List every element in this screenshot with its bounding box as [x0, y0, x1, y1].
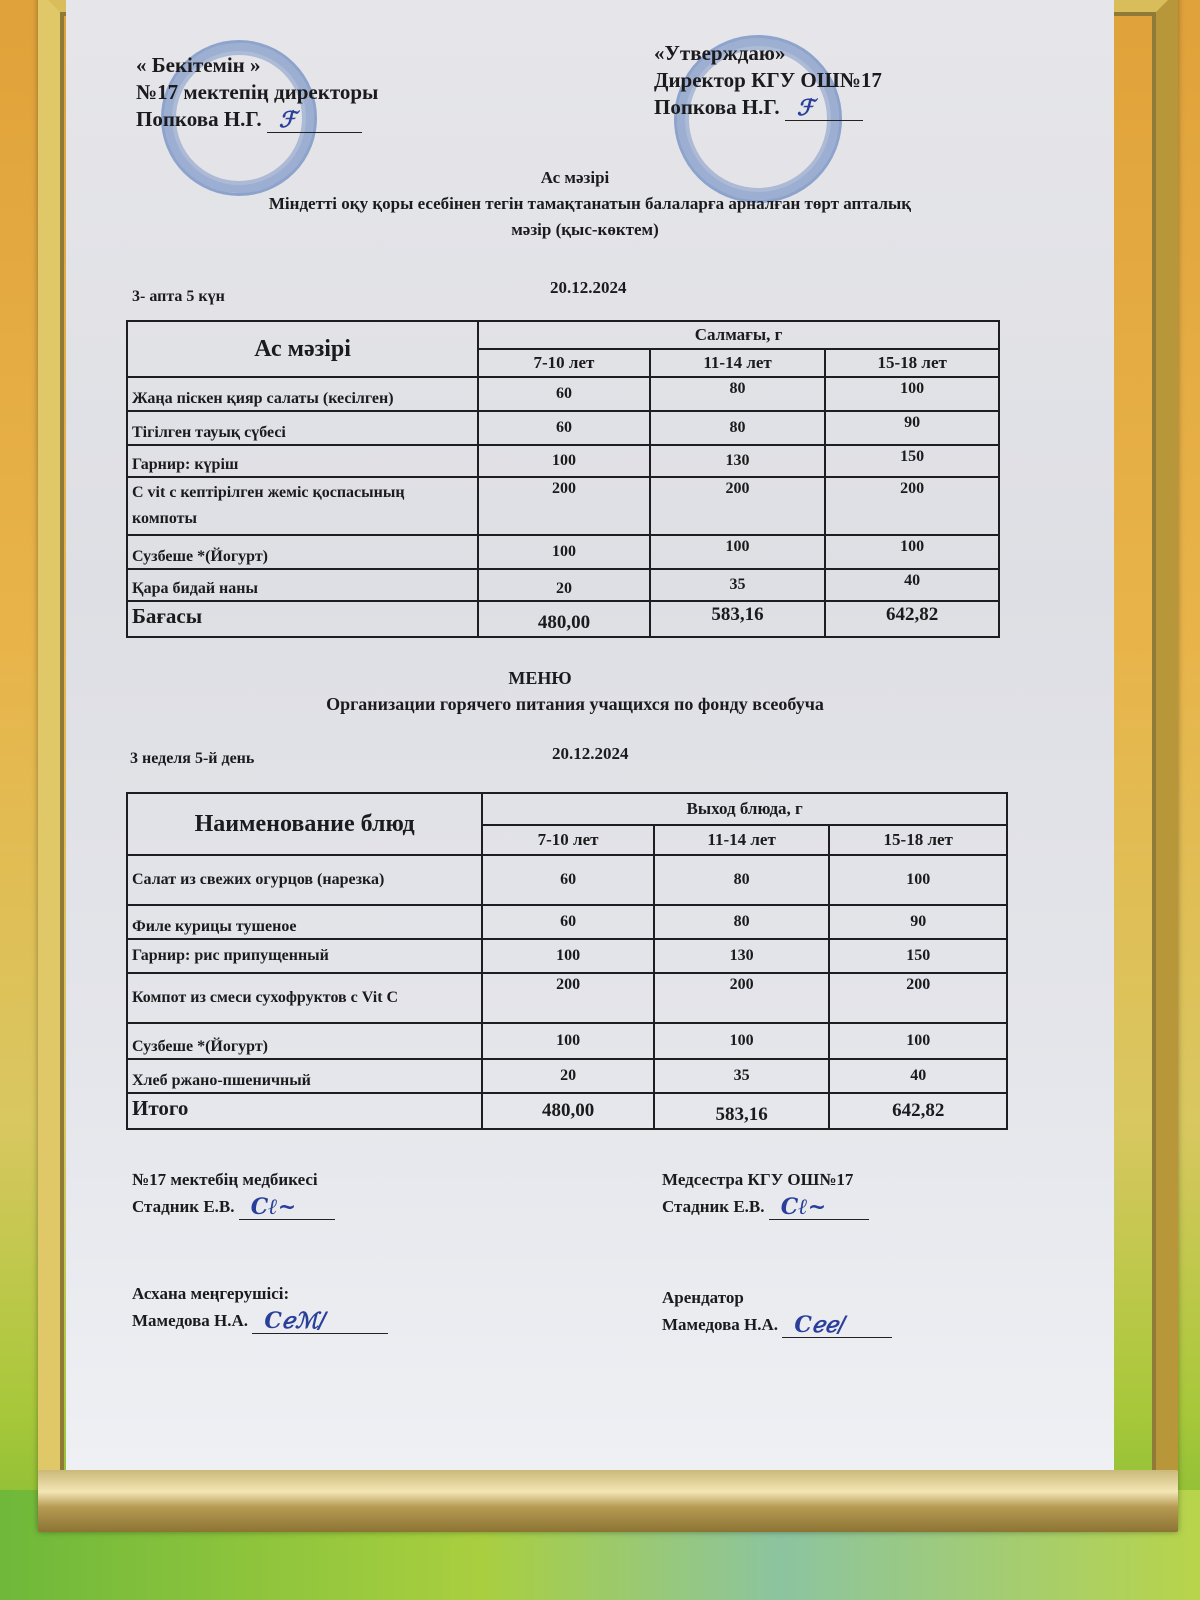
- kz-col-age-1: 7-10 лет: [478, 349, 650, 377]
- ru-menu-table: [126, 792, 1008, 1130]
- table-row: Сузбеше *(Йогурт) 100 100 100: [127, 535, 999, 569]
- kz-menu-subtitle-1: Міндетті оқу қоры есебінен тегін тамақтанатын балаларға арналған төрт апталық: [268, 194, 912, 213]
- table-row: Гарнир: күріш 100 130 150: [127, 445, 999, 477]
- table-total-row: Итого 480,00 583,16 642,82: [127, 1093, 1007, 1129]
- ru-col-age-3: 15-18 лет: [829, 825, 1007, 855]
- table-row: C vit с кептірілген жеміс қоспасының компоты 200 200 200: [127, 477, 999, 535]
- kitchen-signature-right: Арендатор Мамедова Н.А. Cℯℯ/: [662, 1284, 892, 1338]
- menu-document: [66, 0, 1114, 1474]
- approval-left-title: « Бекітемін »: [136, 53, 261, 77]
- signature-icon: ℱ: [796, 95, 815, 121]
- table-row: Гарнир: рис припущенный 100 130 150: [127, 939, 1007, 973]
- signature-icon: Cℯℯ/: [794, 1312, 846, 1338]
- table-row: Компот из смеси сухофруктов с Vit C 200 200 200: [127, 973, 1007, 1023]
- nurse-signature-right: Медсестра КГУ ОШ№17 Стадник Е.В. Cℓ~: [662, 1166, 869, 1220]
- table-row: Хлеб ржано-пшеничный 20 35 40: [127, 1059, 1007, 1093]
- kz-col-weight: Салмағы, г: [478, 321, 999, 349]
- kz-menu-table: [126, 320, 1000, 638]
- ru-menu-title: МЕНЮ: [508, 668, 572, 688]
- approval-right: [654, 40, 882, 121]
- signature-line: [239, 1194, 335, 1220]
- kz-date: 20.12.2024: [550, 278, 627, 297]
- kitchen-signature-left: Асхана меңгерушісі: Мамедова Н.А. Cℯℳ/: [132, 1280, 388, 1334]
- signature-line: [782, 1312, 892, 1338]
- kz-col-dish: Ас мәзірі: [127, 321, 478, 377]
- signature-icon: Cℓ~: [780, 1194, 827, 1220]
- table-total-row: Бағасы 480,00 583,16 642,82: [127, 601, 999, 637]
- table-row: Тігілген тауық сүбесі 60 80 90: [127, 411, 999, 445]
- approval-right-name: Попкова Н.Г. ℱ: [654, 94, 882, 121]
- ru-col-dish: Наименование блюд: [127, 793, 482, 855]
- table-row: Қара бидай наны 20 35 40: [127, 569, 999, 601]
- approval-left: [136, 52, 378, 133]
- signature-line: [252, 1308, 388, 1334]
- signature-icon: Cℯℳ/: [264, 1308, 327, 1334]
- approval-right-position: Директор КГУ ОШ№17: [654, 68, 882, 92]
- frame-bottom-rail: [38, 1470, 1178, 1532]
- signature-line: [785, 95, 863, 121]
- approval-right-title: «Утверждаю»: [654, 41, 786, 65]
- ru-col-weight: Выход блюда, г: [482, 793, 1007, 825]
- ru-week-day: 3 неделя 5-й день: [130, 750, 255, 767]
- approval-left-name: Попкова Н.Г. ℱ: [136, 106, 378, 133]
- ru-menu-subtitle: Организации горячего питания учащихся по фонду всеобуча: [326, 694, 824, 714]
- signature-icon: Cℓ~: [250, 1194, 297, 1220]
- approval-left-position: №17 мектепің директоры: [136, 80, 379, 104]
- signature-icon: ℱ: [278, 107, 297, 133]
- ru-col-age-2: 11-14 лет: [654, 825, 830, 855]
- kz-col-age-3: 15-18 лет: [825, 349, 999, 377]
- table-row: Жаңа піскен қияр салаты (кесілген) 60 80 100: [127, 377, 999, 411]
- ru-date: 20.12.2024: [552, 744, 629, 763]
- signature-line: [267, 107, 362, 133]
- ru-col-age-1: 7-10 лет: [482, 825, 654, 855]
- kz-menu-subtitle-2: мәзір (қыс-көктем): [511, 220, 659, 239]
- nurse-signature-left: №17 мектебің медбикесі Стадник Е.В. Cℓ~: [132, 1166, 335, 1220]
- kz-menu-title: Ас мәзірі: [540, 168, 610, 187]
- table-row: Филе курицы тушеное 60 80 90: [127, 905, 1007, 939]
- signature-line: [769, 1194, 869, 1220]
- kz-col-age-2: 11-14 лет: [650, 349, 826, 377]
- kz-week-day: 3- апта 5 күн: [132, 288, 225, 305]
- table-row: Салат из свежих огурцов (нарезка) 60 80 100: [127, 855, 1007, 905]
- table-row: Сузбеше *(Йогурт) 100 100 100: [127, 1023, 1007, 1059]
